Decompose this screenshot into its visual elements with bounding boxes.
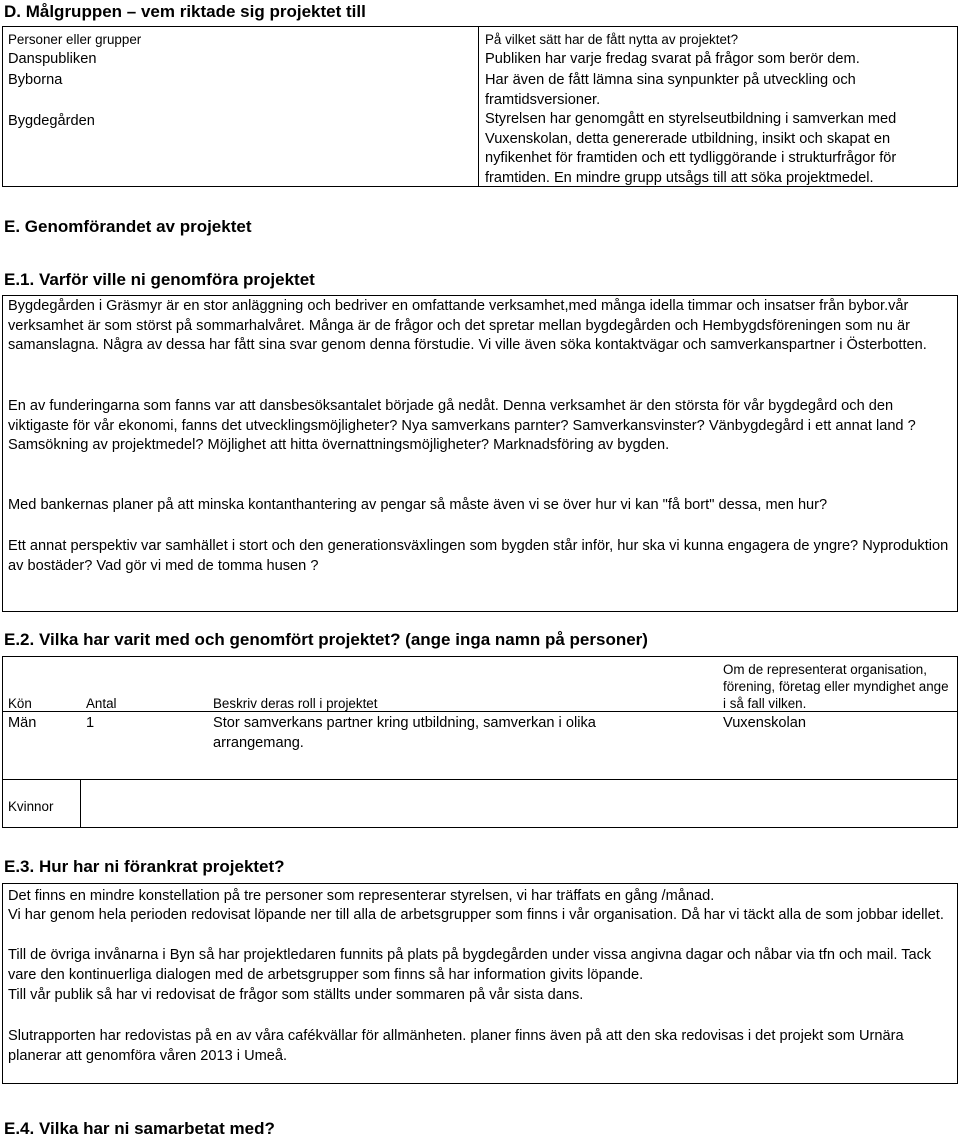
e1-paragraph: En av funderingarna som fanns var att dansbesöksantalet började gå nedåt. Denna verksamhet är den största för vår bygdegård och den viktigaste för vår ekonomi, fanns det utvecklingsmöjligheter? Nya samverkans parnter? Samverkansvinster? Vänbygdegård i ett annat land ? Samsökning av projektmedel? Möjlighet att hitta övernattningsmöjligheter? Marknadsföring av bygden.: [8, 398, 916, 453]
e3-line: Vi har genom hela perioden redovisat löpande ner till alla de arbetsgrupper som finns i vår organisation. Då har vi täckt alla de som jobbar idellet.: [8, 907, 944, 923]
group-item: Danspubliken: [8, 51, 97, 67]
e1-paragraph: Bygdegården i Gräsmyr är en stor anläggning och bedriver en omfattande verksamhet,med många idella timmar och insatser från bybor.vår verksamhet är som störst på sommarhalvåret. Många är de frågor och det spretar mellan bygdegården och Hembygdsföreningen som nu är samanslagna. Några av dessa har fått sina svar genom denna förstudie. Vi ville även söka kontaktvägar och samverkanspartner i Österbotten.: [8, 298, 927, 353]
col-header-benefit: På vilket sätt har de fått nytta av projektet?: [485, 32, 739, 47]
col-header-groups: Personer eller grupper: [8, 32, 142, 47]
e3-line: Till vår publik så har vi redovisat de frågor som ställts under sommaren på vår sista dans.: [8, 987, 584, 1003]
col-header-kon: Kön: [8, 696, 32, 711]
e2-heading: E.2. Vilka har varit med och genomfört projektet? (ange inga namn på personer): [4, 630, 648, 649]
section-d-heading: D. Målgruppen – vem riktade sig projektet till: [4, 2, 366, 21]
benefit-text: Har även de fått lämna sina synpunkter på utveckling och framtidsversioner.: [485, 72, 856, 108]
table-divider: [478, 26, 479, 187]
group-item: Bygdegården: [8, 113, 95, 129]
table-row-rule: [2, 779, 958, 780]
e1-paragraph: Med bankernas planer på att minska kontanthantering av pengar så måste även vi se över hur vi kan "få bort" dessa, men hur?: [8, 497, 828, 513]
e3-heading: E.3. Hur har ni förankrat projektet?: [4, 857, 285, 876]
e3-line: Slutrapporten har redovistas på en av våra cafékvällar för allmänheten. planer finns även på att den ska redovisas i det projekt som Urnära planerar att genomföra våren 2013 i Umeå.: [8, 1028, 904, 1064]
row-man-roll: Stor samverkans partner kring utbildning, samverkan i olika arrangemang.: [213, 715, 596, 751]
e3-line: Till de övriga invånarna i Byn så har projektledaren funnits på plats på bygdegården under vissa angivna dagar och nåbar via tfn och mail. Tack vare den kontinuerliga dialogen med de arbetsgrupper som finns så har information givits löpande.: [8, 947, 932, 983]
row-man-antal: 1: [86, 715, 95, 731]
col-header-antal: Antal: [86, 696, 117, 711]
row-label-man: Män: [8, 715, 37, 731]
row-man-organisation: Vuxenskolan: [723, 715, 807, 731]
col-header-roll: Beskriv deras roll i projektet: [213, 696, 378, 711]
section-e-heading: E. Genomförandet av projektet: [4, 217, 252, 236]
e1-heading: E.1. Varför ville ni genomföra projektet: [4, 270, 315, 289]
table-cell-divider: [80, 779, 81, 828]
benefit-text: Publiken har varje fredag svarat på frågor som berör dem.: [485, 51, 860, 67]
e1-paragraph: Ett annat perspektiv var samhället i stort och den generationsväxlingen som bygden står inför, hur ska vi kunna engagera de yngre? Nyproduktion av bostäder? Vad gör vi med de tomma husen ?: [8, 538, 949, 574]
group-item: Byborna: [8, 72, 63, 88]
e3-line: Det finns en mindre konstellation på tre personer som representerar styrelsen, vi har träffats en gång /månad.: [8, 888, 715, 904]
benefit-text: Styrelsen har genomgått en styrelseutbildning i samverkan med Vuxenskolan, detta genererade utbildning, insikt och skapat en nyfikenhet för framtiden och ett tydliggörande i strukturfrågor för framtiden. En mindre grupp utsågs till att söka projektmedel.: [485, 111, 897, 186]
col-header-organisation: Om de representerat organisation, förening, företag eller myndighet ange i så fall vilken.: [723, 662, 949, 711]
e4-heading: E.4. Vilka har ni samarbetat med?: [4, 1119, 275, 1138]
row-label-kvinnor: Kvinnor: [8, 799, 54, 814]
